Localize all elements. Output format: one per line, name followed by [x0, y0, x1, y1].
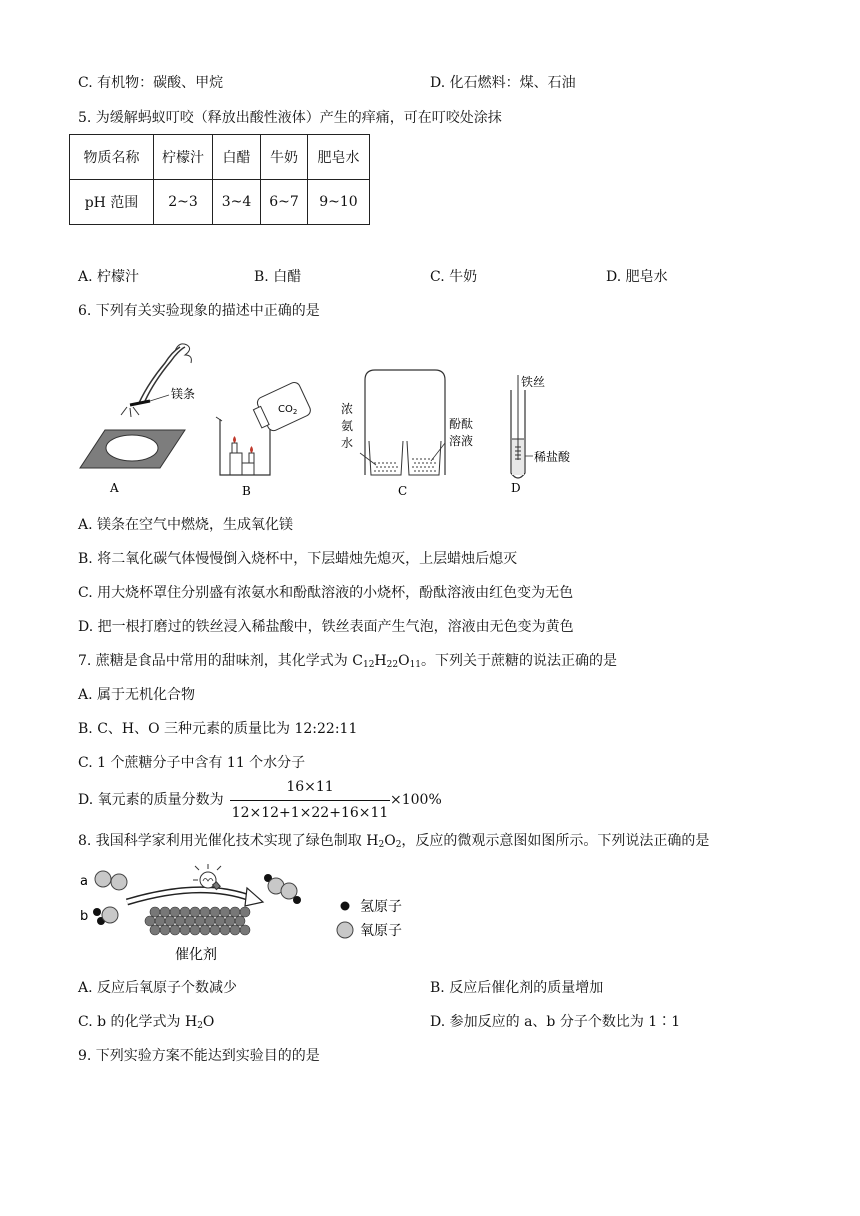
q8-option-b: B. 反应后催化剂的质量增加 [430, 980, 604, 996]
q7-option-d-label: D. 氧元素的质量分数为 [78, 792, 224, 808]
table-header-cell: 牛奶 [261, 135, 308, 180]
co2-label: $CO_2$ [278, 404, 298, 416]
ammonia-label: 浓氨水 [341, 402, 354, 450]
q8-figure [75, 860, 415, 966]
table-header-cell: 肥皂水 [308, 135, 370, 180]
legend-hydrogen: 氢原子 [360, 899, 402, 915]
q6-figure [75, 335, 605, 500]
q8-option-a: A. 反应后氧原子个数减少 [78, 980, 238, 996]
q8-option-c: C. b 的化学式为 $H_2O$ [78, 1014, 215, 1031]
q5-option-a: A. 柠檬汁 [78, 269, 140, 285]
ph-table [69, 134, 370, 225]
molecule-b-label: b [80, 909, 89, 924]
iron-wire-label: 铁丝 [521, 375, 546, 389]
q7-option-c: C. 1 个蔗糖分子中含有 11 个水分子 [78, 755, 306, 771]
figure-c [341, 370, 473, 498]
table-cell: 6~7 [261, 180, 308, 225]
q7-stem: 7. 蔗糖是食品中常用的甜味剂，其化学式为 $C_{12}H_{22}O_{11}$。下列关于蔗糖的说法正确的是 [78, 653, 618, 670]
figure-label-a: A [110, 481, 119, 495]
q4-option-c: C. 有机物：碳酸、甲烷 [78, 75, 224, 91]
q6-option-d: D. 把一根打磨过的铁丝浸入稀盐酸中，铁丝表面产生气泡，溶液由无色变为黄色 [78, 619, 574, 635]
hcl-label: 稀盐酸 [534, 450, 571, 464]
q8-option-d: D. 参加反应的 a、b 分子个数比为 1∶1 [430, 1014, 681, 1030]
q6-option-b: B. 将二氧化碳气体慢慢倒入烧杯中，下层蜡烛先熄灭，上层蜡烛后熄灭 [78, 551, 518, 567]
table-header-cell: 白醋 [213, 135, 261, 180]
figure-label-c: C [398, 484, 408, 498]
table-cell: 2~3 [154, 180, 213, 225]
q6-option-c: C. 用大烧杯罩住分别盛有浓氨水和酚酞溶液的小烧杯，酚酞溶液由红色变为无色 [78, 585, 574, 601]
figure-label-b: B [242, 484, 251, 498]
table-cell: 3~4 [213, 180, 261, 225]
phenolphthalein-label: 酚酞溶液 [449, 417, 474, 448]
table-cell: pH 范围 [70, 180, 154, 225]
figure-a [80, 344, 195, 495]
figure-label-d: D [511, 481, 521, 495]
q8-stem: 8. 我国科学家利用光催化技术实现了绿色制取 $H_2O_2$，反应的微观示意图如图所示。下列说法正确的是 [78, 833, 710, 850]
light-bulb-icon [193, 864, 221, 890]
fraction-denominator: 12×12+1×22+16×11 [231, 805, 389, 821]
legend-oxygen: 氧原子 [360, 923, 402, 939]
q5-option-c: C. 牛奶 [430, 269, 478, 285]
catalyst-label: 催化剂 [175, 947, 217, 963]
q7-option-a: A. 属于无机化合物 [78, 687, 196, 703]
mg-label: 镁条 [171, 387, 196, 401]
q5-option-b: B. 白醋 [254, 269, 302, 285]
fraction-bar [230, 800, 390, 801]
q6-option-a: A. 镁条在空气中燃烧，生成氧化镁 [78, 517, 294, 533]
table-header-cell: 物质名称 [70, 135, 154, 180]
q6-stem: 6. 下列有关实验现象的描述中正确的是 [78, 303, 320, 319]
figure-b [216, 381, 312, 498]
fraction-numerator: 16×11 [286, 779, 334, 795]
molecule-a-label: a [80, 874, 88, 889]
q4-option-d: D. 化石燃料：煤、石油 [430, 75, 576, 91]
q5-stem: 5. 为缓解蚂蚁叮咬（释放出酸性液体）产生的痒痛，可在叮咬处涂抹 [78, 110, 502, 126]
table-cell: 9~10 [308, 180, 370, 225]
figure-d [511, 374, 571, 495]
catalyst-balls [145, 907, 250, 935]
table-header-cell: 柠檬汁 [154, 135, 213, 180]
q5-option-d: D. 肥皂水 [606, 269, 668, 285]
q7-option-b: B. C、H、O 三种元素的质量比为 12:22:11 [78, 721, 358, 737]
q9-stem: 9. 下列实验方案不能达到实验目的的是 [78, 1048, 320, 1064]
q7-option-d-percent: ×100% [390, 792, 442, 808]
